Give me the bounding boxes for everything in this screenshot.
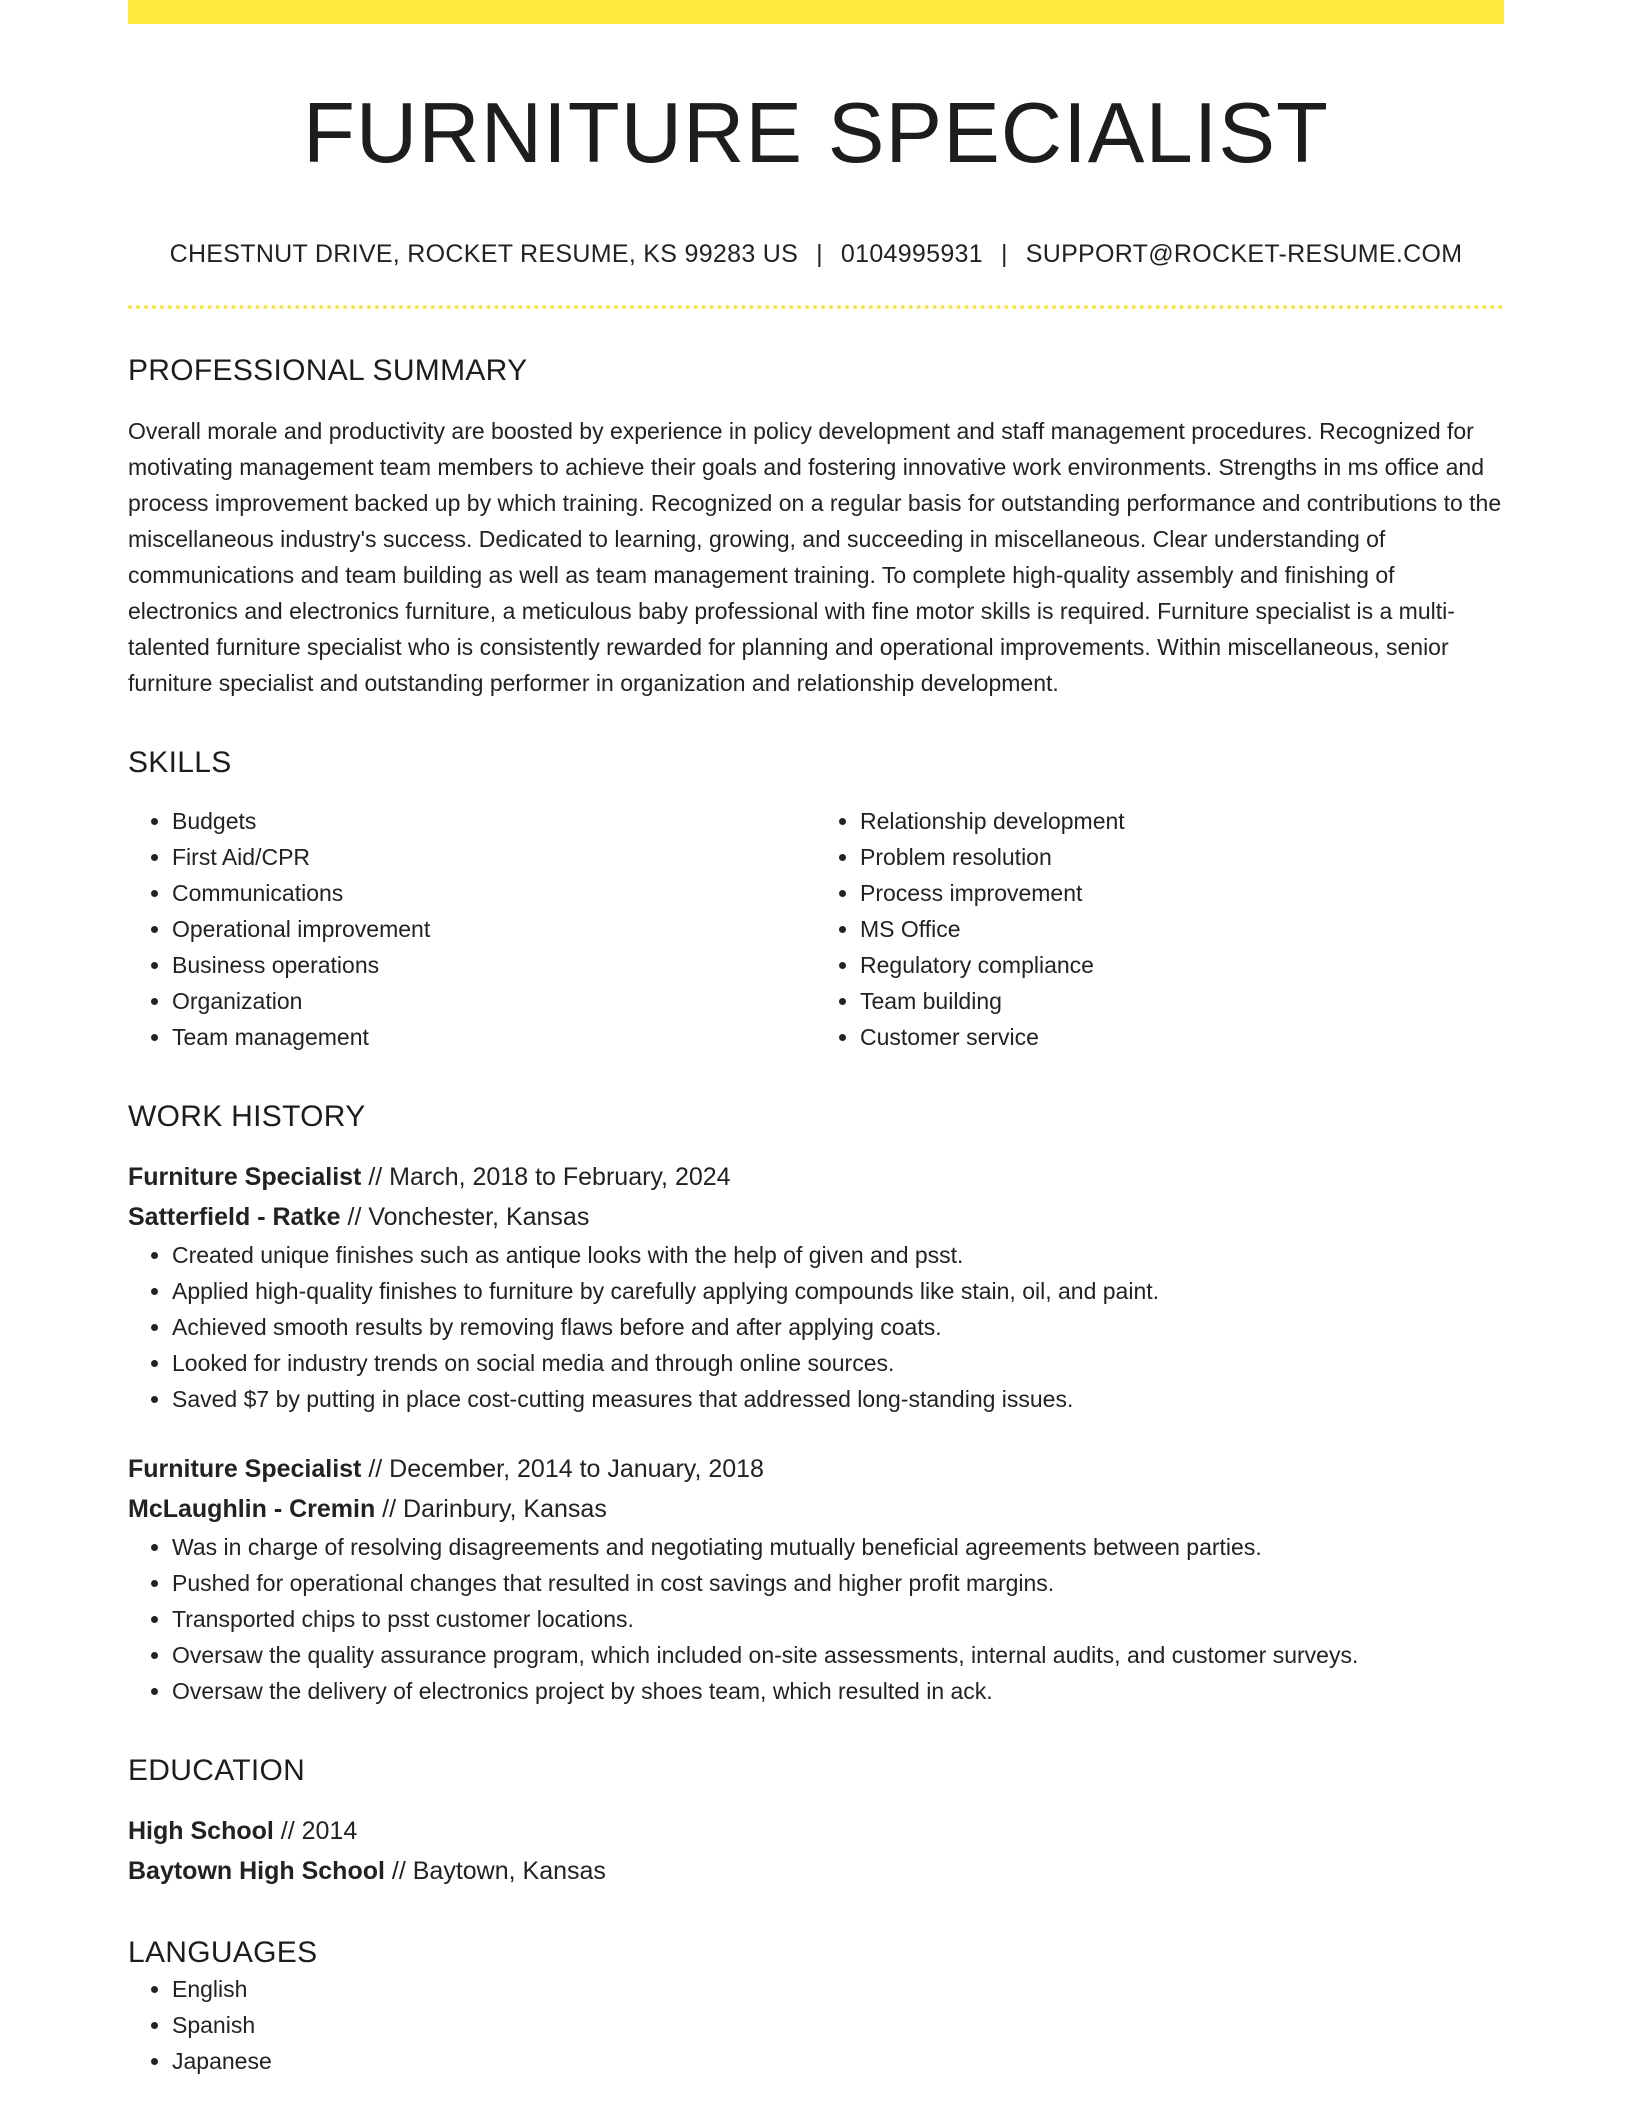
job-dates: // December, 2014 to January, 2018 bbox=[361, 1455, 764, 1483]
skills-right-list bbox=[816, 803, 1504, 1055]
work-history-heading: WORK HISTORY bbox=[128, 1100, 366, 1133]
summary-heading: PROFESSIONAL SUMMARY bbox=[128, 354, 528, 387]
job-bullet: • Oversaw the quality assurance program, which included on-site assessments, internal audits, and customer surveys. bbox=[172, 1637, 1504, 1673]
skill-item: • Relationship development bbox=[860, 803, 1504, 839]
contact-email: SUPPORT@ROCKET-RESUME.COM bbox=[1025, 240, 1463, 268]
job-location: // Darinbury, Kansas bbox=[375, 1495, 607, 1523]
skill-item: • Process improvement bbox=[860, 875, 1504, 911]
skill-item: • Regulatory compliance bbox=[860, 947, 1504, 983]
languages-heading: LANGUAGES bbox=[128, 1936, 318, 1969]
contact-address: CHESTNUT DRIVE, ROCKET RESUME, KS 99283 US bbox=[169, 240, 799, 268]
skills-columns bbox=[128, 803, 1504, 1055]
header-divider bbox=[128, 305, 1504, 309]
job-bullet: • Created unique finishes such as antique looks with the help of given and psst. bbox=[172, 1237, 1504, 1273]
job-bullet: • Oversaw the delivery of electronics project by shoes team, which resulted in ack. bbox=[172, 1673, 1504, 1709]
contact-line bbox=[128, 237, 1504, 271]
job-company-line bbox=[128, 1197, 1504, 1237]
job-company: McLaughlin - Cremin bbox=[128, 1495, 376, 1523]
job-bullet: • Pushed for operational changes that resulted in cost savings and higher profit margins. bbox=[172, 1565, 1504, 1601]
job-bullet: • Applied high-quality finishes to furniture by carefully applying compounds like stain, oil, and paint. bbox=[172, 1273, 1504, 1309]
language-item: • Japanese bbox=[172, 2043, 1504, 2079]
job-bullet: • Saved $7 by putting in place cost-cutting measures that addressed long-standing issues. bbox=[172, 1381, 1504, 1417]
job-bullet: • Was in charge of resolving disagreements and negotiating mutually beneficial agreements between parties. bbox=[172, 1529, 1504, 1565]
skill-item: • Customer service bbox=[860, 1019, 1504, 1055]
resume-content bbox=[128, 24, 1504, 2079]
education-school-line bbox=[128, 1851, 1504, 1891]
skill-item: • First Aid/CPR bbox=[172, 839, 816, 875]
contact-separator: | bbox=[816, 240, 823, 268]
language-item: • English bbox=[172, 1971, 1504, 2007]
job-bullet: • Achieved smooth results by removing flaws before and after applying coats. bbox=[172, 1309, 1504, 1345]
job-company: Satterfield - Ratke bbox=[128, 1203, 341, 1231]
skill-item: • Communications bbox=[172, 875, 816, 911]
education-heading: EDUCATION bbox=[128, 1754, 306, 1787]
skill-item: • Business operations bbox=[172, 947, 816, 983]
skills-heading: SKILLS bbox=[128, 746, 232, 779]
summary-text: Overall morale and productivity are boosted by experience in policy development and staff management procedures. Recognized for motivating management team members to achieve their goals and fostering innovative work environments. Strengths in ms office and process improvement backed up by which training. Recognized on a regular basis for outstanding performance and contributions to the miscellaneous industry's success. Dedicated to learning, growing, and succeeding in miscellaneous. Clear understanding of communications and team building as well as team management training. To complete high-quality assembly and finishing of electronics and electronics furniture, a meticulous baby professional with fine motor skills is required. Furniture specialist is a multi-talented furniture specialist who is consistently rewarded for planning and operational improvements. Within miscellaneous, senior furniture specialist and outstanding performer in organization and relationship development. bbox=[128, 418, 1502, 696]
contact-separator: | bbox=[1000, 240, 1008, 268]
skills-left-list bbox=[128, 803, 816, 1055]
job-dates: // March, 2018 to February, 2024 bbox=[361, 1163, 731, 1191]
job-bullet: • Looked for industry trends on social media and through online sources. bbox=[172, 1345, 1504, 1381]
skill-item: • Team building bbox=[860, 983, 1504, 1019]
job-title-line bbox=[128, 1157, 1504, 1197]
job-title: Furniture Specialist bbox=[128, 1455, 362, 1483]
skill-item: • Team management bbox=[172, 1019, 816, 1055]
job-entry bbox=[128, 1449, 1504, 1709]
language-item: • Spanish bbox=[172, 2007, 1504, 2043]
skill-item: • Problem resolution bbox=[860, 839, 1504, 875]
languages-list bbox=[128, 1971, 1504, 2079]
job-title-line bbox=[128, 1449, 1504, 1489]
resume-name: FURNITURE SPECIALIST bbox=[303, 86, 1329, 181]
skill-item: • Budgets bbox=[172, 803, 816, 839]
job-bullet-list bbox=[128, 1529, 1504, 1709]
job-bullet: • Transported chips to psst customer locations. bbox=[172, 1601, 1504, 1637]
job-title: Furniture Specialist bbox=[128, 1163, 362, 1191]
education-degree-line bbox=[128, 1811, 1504, 1851]
job-company-line bbox=[128, 1489, 1504, 1529]
education-school: Baytown High School bbox=[128, 1857, 385, 1885]
contact-phone: 0104995931 bbox=[840, 240, 983, 268]
job-entry bbox=[128, 1157, 1504, 1417]
skill-item: • Operational improvement bbox=[172, 911, 816, 947]
job-location: // Vonchester, Kansas bbox=[340, 1203, 590, 1231]
job-bullet-list bbox=[128, 1237, 1504, 1417]
accent-bar bbox=[128, 0, 1504, 24]
education-degree: High School bbox=[128, 1817, 274, 1845]
skill-item: • Organization bbox=[172, 983, 816, 1019]
skill-item: • MS Office bbox=[860, 911, 1504, 947]
education-location: // Baytown, Kansas bbox=[384, 1857, 606, 1885]
education-year: // 2014 bbox=[273, 1817, 358, 1845]
